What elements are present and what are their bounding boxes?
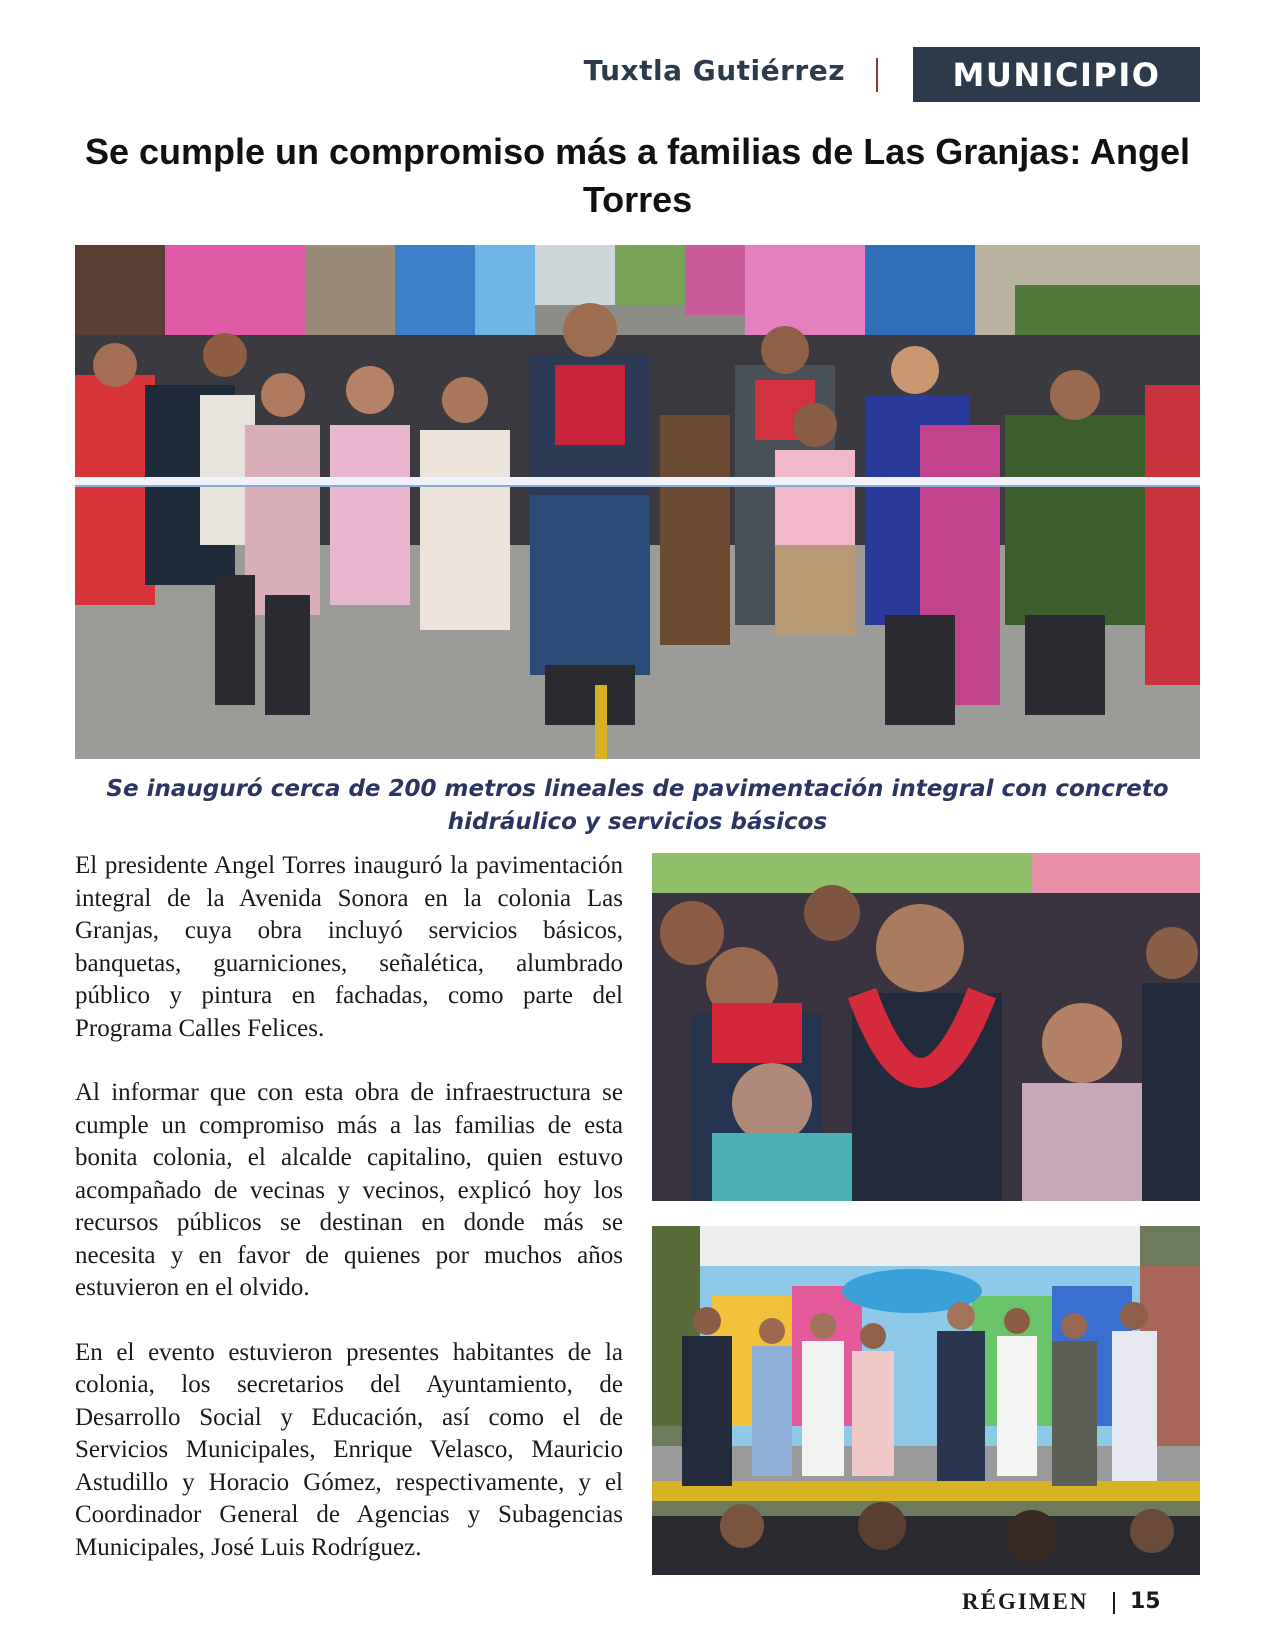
crowd-celebration-photo bbox=[652, 853, 1200, 1201]
stage-event-photo bbox=[652, 1226, 1200, 1575]
section-badge bbox=[913, 47, 1200, 102]
footer-divider bbox=[1113, 1592, 1115, 1614]
side-photo-top bbox=[652, 853, 1200, 1201]
page-number: 15 bbox=[1130, 1589, 1161, 1614]
header-divider bbox=[876, 58, 878, 92]
header-city: Tuxtla Gutiérrez bbox=[583, 54, 845, 87]
side-photo-bottom bbox=[652, 1226, 1200, 1575]
publication-name: RÉGIMEN bbox=[962, 1589, 1089, 1614]
section-label: MUNICIPIO bbox=[952, 55, 1161, 94]
photo-caption: Se inauguró cerca de 200 metros lineales de pavimentación integral con concreto hidráulico y servicios básicos bbox=[106, 776, 1169, 835]
paragraph-3: En el evento estuvieron presentes habitantes de la colonia, los secretarios del Ayuntamiento, de Desarrollo Social y Educación, así como el de Servicios Municipales, Enrique Velasco, Mauricio Astudillo y Horacio Gómez, respectivamente, y el Coordinador General de Agencias y Subagencias Municipales, José Luis Rodríguez. bbox=[75, 1338, 623, 1561]
paragraph-1: El presidente Angel Torres inauguró la pavimentación integral de la Avenida Sonora en la colonia Las Granjas, cuya obra incluyó servicios básicos, banquetas, guarniciones, señalética, alumbrado público y pintura en fachadas, como parte del Programa Calles Felices. bbox=[75, 852, 623, 1042]
paragraph-2: Al informar que con esta obra de infraestructura se cumple un compromiso más a las familias de esta bonita colonia, el alcalde capitalino, quien estuvo acompañado de vecinas y vecinos, explicó hoy los recursos públicos se destinan en donde más se necesita y en favor de quienes por muchos años estuvieron en el olvido. bbox=[75, 1079, 623, 1301]
article-body bbox=[75, 850, 623, 1596]
ribbon-cutting-photo bbox=[75, 245, 1200, 759]
main-photo bbox=[75, 245, 1200, 759]
article-headline: Se cumple un compromiso más a familias de Las Granjas: Angel Torres bbox=[84, 131, 1190, 220]
